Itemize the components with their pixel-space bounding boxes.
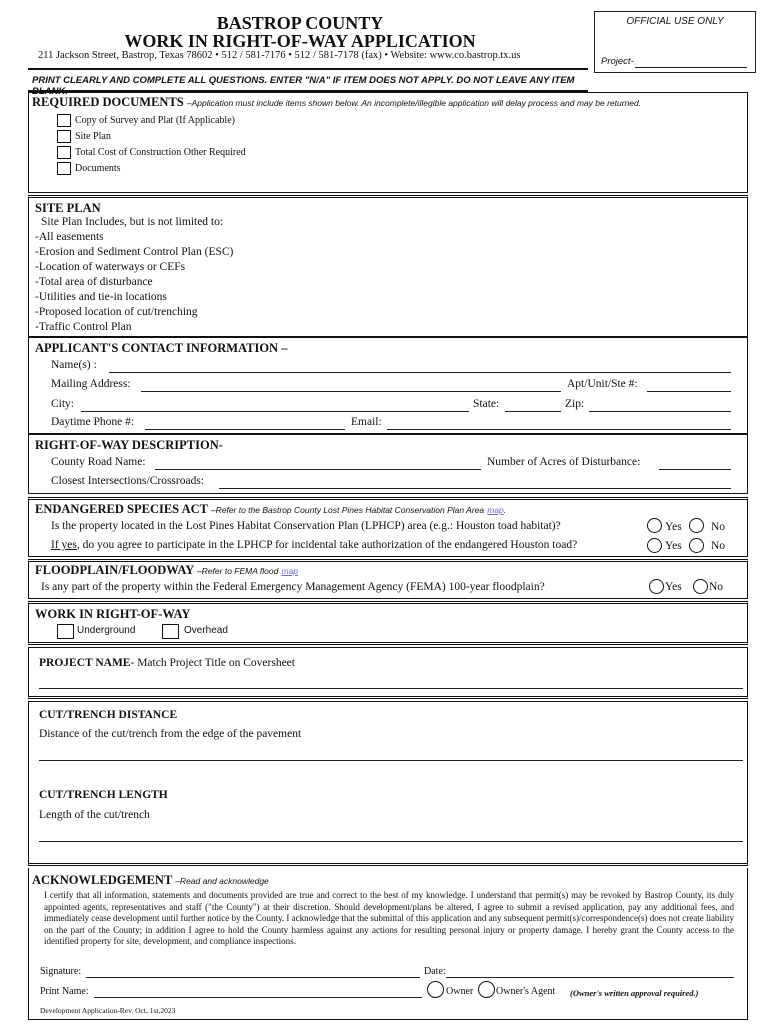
lphcp-no-radio[interactable] [689, 518, 704, 533]
project-name-field[interactable] [39, 688, 743, 689]
species-note: –Refer to the Bastrop County Lost Pines Habitat Conservation Plan Area [210, 505, 485, 515]
lphcp-question: Is the property located in the Lost Pines Habitat Conservation Plan (LPHCP) area (e.g.: Houston toad habitat)? [51, 520, 561, 532]
site-plan-item: -Erosion and Sediment Control Plan (ESC) [35, 246, 234, 258]
work-row-section [28, 601, 748, 645]
print-name-field[interactable] [94, 997, 422, 998]
acres-label: Number of Acres of Disturbance: [487, 456, 641, 468]
official-use-label: OFFICIAL USE ONLY [626, 16, 724, 27]
participate-yes-radio[interactable] [647, 538, 662, 553]
lphcp-yes-label: Yes [665, 521, 682, 533]
flood-map-link[interactable]: map [281, 566, 299, 576]
project-name-heading: PROJECT NAME [39, 657, 131, 669]
site-plan-label: Site Plan [75, 131, 111, 142]
agent-label: Owner's Agent [496, 986, 556, 997]
zip-field[interactable] [589, 411, 731, 412]
site-plan-item: -Total area of disturbance [35, 276, 153, 288]
cut-length-heading: CUT/TRENCH LENGTH [39, 789, 168, 801]
cost-checkbox[interactable] [57, 146, 71, 159]
row-description-section [28, 434, 748, 494]
cut-length-field[interactable] [39, 841, 743, 842]
signature-field[interactable] [86, 977, 420, 978]
site-plan-intro: Site Plan Includes, but is not limited to: [41, 216, 224, 228]
project-name-sub: - Match Project Title on Coversheet [130, 657, 295, 669]
phone-field[interactable] [145, 429, 345, 430]
cut-distance-field[interactable] [39, 760, 743, 761]
floodplain-section [28, 559, 748, 599]
state-label: State: [473, 398, 500, 410]
lphcp-yes-radio[interactable] [647, 518, 662, 533]
project-label: Project- [601, 56, 634, 67]
species-map-link[interactable]: map [487, 505, 504, 515]
flood-no-radio[interactable] [693, 579, 708, 594]
lphcp-no-label: No [711, 521, 726, 533]
participate-no-radio[interactable] [689, 538, 704, 553]
flood-no-label: No [709, 581, 724, 593]
site-plan-heading: SITE PLAN [35, 201, 101, 215]
road-label: County Road Name: [51, 456, 146, 468]
documents-checkbox[interactable] [57, 162, 71, 175]
survey-checkbox[interactable] [57, 114, 71, 127]
flood-note: –Refer to FEMA flood [196, 566, 279, 576]
road-field[interactable] [155, 469, 481, 470]
instructions-bar [28, 68, 588, 97]
flood-yes-radio[interactable] [649, 579, 664, 594]
apt-label: Apt/Unit/Ste #: [567, 378, 638, 390]
participate-no-label: No [711, 540, 726, 552]
flood-heading: FLOODPLAIN/FLOODWAY [35, 563, 194, 577]
phone-label: Daytime Phone #: [51, 416, 135, 428]
cut-length-text: Length of the cut/trench [39, 809, 150, 821]
overhead-checkbox[interactable] [162, 624, 179, 639]
work-heading: WORK IN RIGHT-OF-WAY [35, 607, 191, 621]
ack-heading: ACKNOWLEDGEMENT [32, 873, 173, 887]
date-field[interactable] [446, 977, 734, 978]
required-documents-section [28, 92, 748, 193]
site-plan-section [28, 195, 748, 337]
participate-question: , do you agree to participate in the LPHCP for incidental take authorization of the endangered Houston toad? [76, 539, 578, 551]
applicant-heading: APPLICANT'S CONTACT INFORMATION – [35, 341, 288, 355]
acres-field[interactable] [659, 469, 731, 470]
state-field[interactable] [505, 411, 561, 412]
cut-distance-text: Distance of the cut/trench from the edge of the pavement [39, 728, 302, 740]
endangered-species-section: ENDANGERED SPECIES ACT –Refer to the Bastrop County Lost Pines Habitat Conservation Plan Area map. Is the property located in the Lost Pines Habitat Conservation Plan (LPHCP) area (e.g.: Houston toad habitat)? Yes No If yes, do you agree to participate in the LPHCP for incidental take authorization of the endangered Houston toad? Yes No [28, 497, 748, 557]
required-documents-note: –Application must include items shown below. An incomplete/illegible application will delay process and may be returned. [186, 98, 642, 108]
project-name-section [28, 647, 748, 699]
underground-checkbox[interactable] [57, 624, 74, 639]
crossroads-label: Closest Intersections/Crossroads: [51, 475, 204, 487]
project-field[interactable] [635, 67, 747, 68]
documents-label: Documents [75, 163, 121, 174]
applicant-section [28, 337, 748, 434]
mailing-field[interactable] [141, 391, 561, 392]
instructions-text: PRINT CLEARLY AND COMPLETE ALL QUESTIONS. ENTER "N/A" IF ITEM DOES NOT APPLY. DO NOT LEAVE ANY ITEM BLANK. [32, 75, 575, 97]
name-label: Name(s) : [51, 359, 97, 371]
site-plan-item: -Traffic Control Plan [35, 321, 132, 333]
email-field[interactable] [387, 429, 731, 430]
mailing-label: Mailing Address: [51, 378, 131, 390]
survey-label: Copy of Survey and Plat (If Applicable) [75, 115, 235, 126]
email-label: Email: [351, 416, 382, 428]
species-heading: ENDANGERED SPECIES ACT [35, 502, 208, 516]
site-plan-checkbox[interactable] [57, 130, 71, 143]
form-title: WORK IN RIGHT-OF-WAY APPLICATION [124, 31, 476, 51]
site-plan-item: -Location of waterways or CEFs [35, 261, 186, 273]
owner-radio[interactable] [427, 981, 444, 998]
cut-distance-heading: CUT/TRENCH DISTANCE [39, 709, 178, 721]
county-title: BASTROP COUNTY [216, 13, 384, 33]
apt-field[interactable] [647, 391, 731, 392]
name-field[interactable] [109, 372, 731, 373]
city-field[interactable] [81, 411, 469, 412]
city-label: City: [51, 398, 75, 410]
print-name-label: Print Name: [40, 986, 89, 997]
cut-trench-section [28, 701, 748, 866]
date-label: Date: [424, 966, 446, 977]
site-plan-item: -Utilities and tie-in locations [35, 291, 167, 303]
cost-label: Total Cost of Construction Other Required [75, 147, 246, 158]
crossroads-field[interactable] [219, 488, 731, 489]
required-documents-heading: REQUIRED DOCUMENTS [32, 95, 184, 109]
county-address: 211 Jackson Street, Bastrop, Texas 78602 • 512 / 581-7176 • 512 / 581-7178 (fax) • Website: www.co.bastrop.tx.us [38, 50, 521, 61]
flood-question: Is any part of the property within the Federal Emergency Management Agency (FEMA) 100-year floodplain? [41, 581, 545, 593]
official-use-box [594, 11, 756, 73]
if-yes-text: If yes [51, 539, 77, 551]
flood-yes-label: Yes [665, 581, 682, 593]
signature-label: Signature: [40, 966, 82, 977]
owner-label: Owner [446, 986, 474, 997]
agent-note: (Owner's written approval required.) [570, 988, 699, 998]
site-plan-item: -All easements [35, 231, 104, 243]
underground-label: Underground [77, 625, 136, 636]
ack-text: I certify that all information, statements and documents provided are true and correct to the best of my knowledge. I understand that permit(s) may be revoked by Bastrop County, its duly appointed agents, representatives and staff ("the County") at their discretion. Should development/plans be altered, I agree to submit a revised application, pay any additional fees, and immediately cease development until further notice by the County. I acknowledge that the submittal of this application and any subsequent permit(s)/correspondence(s) does not create liability on the part of the County; in addition I agree to hold the County harmless against any actions for resulting personal injury or property damage. I hereby grant the County access to the identified property for site, development, and compliance inspections. [44, 890, 734, 947]
zip-label: Zip: [565, 398, 585, 410]
footer-revision: Development Application-Rev. Oct, 1st,2023 [40, 1006, 176, 1015]
ack-note: –Read and acknowledge [175, 876, 269, 886]
participate-yes-label: Yes [665, 540, 682, 552]
site-plan-item: -Proposed location of cut/trenching [35, 306, 198, 318]
row-description-heading: RIGHT-OF-WAY DESCRIPTION- [35, 438, 223, 452]
agent-radio[interactable] [478, 981, 495, 998]
overhead-label: Overhead [184, 625, 228, 636]
